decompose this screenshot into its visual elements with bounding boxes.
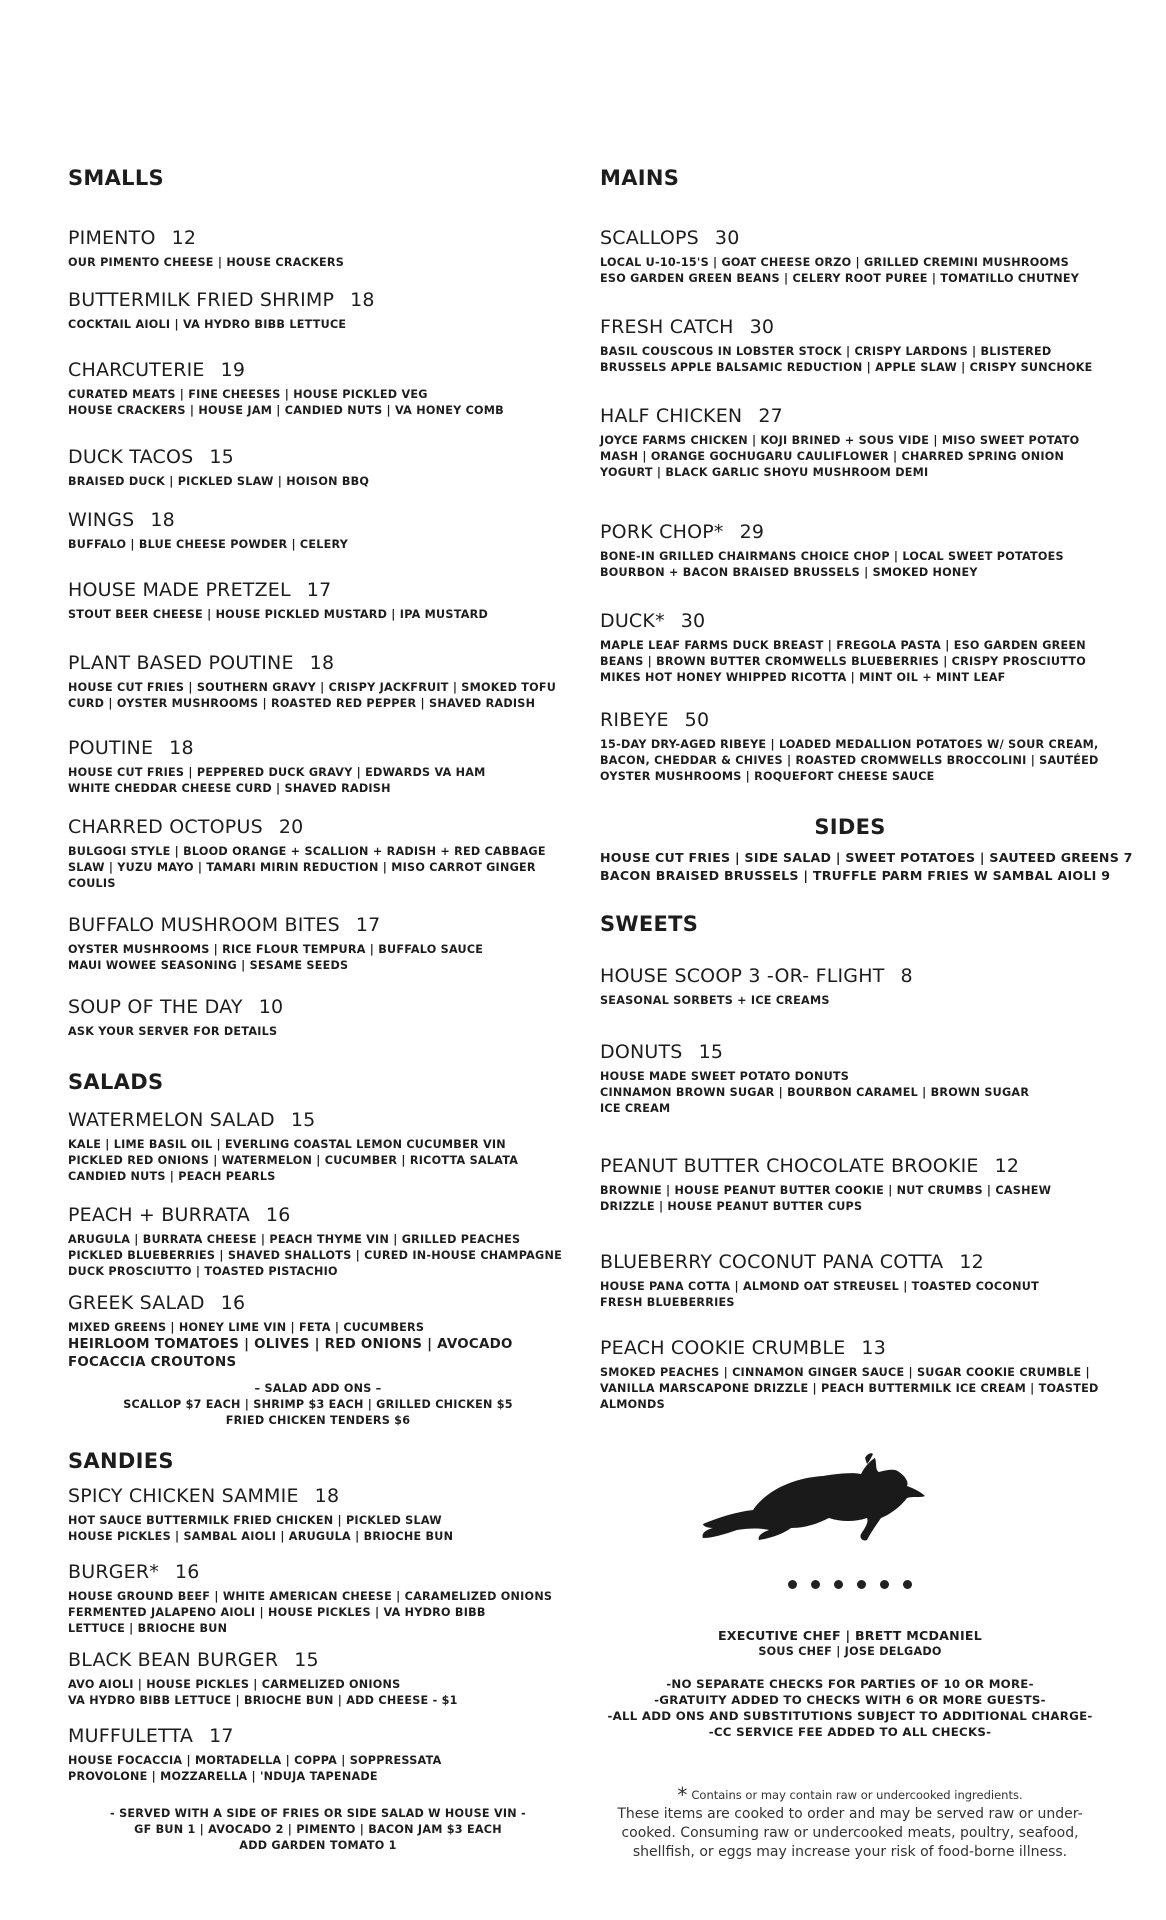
menu-item-title (68, 651, 568, 675)
menu-item (68, 736, 568, 797)
menu-item-title (68, 508, 568, 532)
menu-item-description (68, 680, 568, 712)
menu-item (68, 508, 568, 553)
menu-item-title (68, 288, 568, 312)
menu-item-price: 27 (758, 405, 783, 427)
sous-chef: SOUS CHEF | JOSE DELGADO (758, 1645, 942, 1658)
menu-item-title (68, 913, 568, 937)
dot-divider-icon (600, 1576, 1100, 1594)
description-line: FERMENTED JALAPENO AIOLI | HOUSE PICKLES | VA HYDRO BIBB (68, 1606, 486, 1619)
menu-item-name: POUTINE (68, 737, 154, 759)
menu-item-title (68, 1724, 568, 1748)
menu-item-name: MUFFULETTA (68, 1725, 194, 1747)
menu-item-price: 12 (994, 1155, 1020, 1177)
menu-item (600, 520, 1100, 581)
description-line: BULGOGI STYLE | BLOOD ORANGE + SCALLION + RADISH + RED CABBAGE (68, 845, 546, 858)
menu-item-price: 16 (174, 1561, 200, 1583)
description-line: COULIS (68, 877, 116, 890)
description-line: DUCK PROSCIUTTO | TOASTED PISTACHIO (68, 1265, 338, 1278)
menu-item-title (600, 708, 1100, 732)
description-line: HOUSE PICKLES | SAMBAL AIOLI | ARUGULA | BRIOCHE BUN (68, 1530, 454, 1543)
menu-item-description (600, 344, 1100, 376)
sandies-footer-line: ADD GARDEN TOMATO 1 (239, 1839, 397, 1852)
description-line: ALMONDS (600, 1398, 665, 1411)
menu-item-name: DONUTS (600, 1041, 683, 1063)
description-line: HOUSE MADE SWEET POTATO DONUTS (600, 1070, 850, 1083)
policy-line: -NO SEPARATE CHECKS FOR PARTIES OF 10 OR MORE- (666, 1677, 1034, 1691)
menu-item-name: CHARCUTERIE (68, 359, 205, 381)
menu-item-title (68, 736, 568, 760)
menu-item-title (600, 315, 1100, 339)
menu-item-name: BLACK BEAN BURGER (68, 1649, 279, 1671)
description-line: HOUSE CUT FRIES | SOUTHERN GRAVY | CRISPY JACKFRUIT | SMOKED TOFU (68, 681, 557, 694)
menu-item (68, 1203, 568, 1280)
menu-item (600, 964, 1100, 1009)
menu-item-description (68, 1232, 568, 1280)
menu-item (68, 1291, 568, 1372)
menu-item-title (68, 1291, 568, 1315)
menu-item (68, 1724, 568, 1785)
menu-item (600, 315, 1100, 376)
menu-item (600, 1154, 1100, 1215)
sandies-footer (68, 1806, 568, 1854)
description-line: FOCACCIA CROUTONS (68, 1355, 237, 1370)
menu-item-description (600, 1183, 1100, 1215)
description-line: OYSTER MUSHROOMS | ROQUEFORT CHEESE SAUCE (600, 770, 935, 783)
menu-item-title (68, 1203, 568, 1227)
menu-item-name: SOUP OF THE DAY (68, 996, 243, 1018)
policy-line: -ALL ADD ONS AND SUBSTITUTIONS SUBJECT TO ADDITIONAL CHARGE- (607, 1709, 1093, 1723)
description-line: BUFFALO | BLUE CHEESE POWDER | CELERY (68, 538, 349, 551)
description-line: HOUSE CRACKERS | HOUSE JAM | CANDIED NUTS | VA HONEY COMB (68, 404, 504, 417)
menu-item-title (600, 404, 1100, 428)
menu-item-title (600, 609, 1100, 633)
policies (600, 1676, 1100, 1740)
menu-item-price: 17 (209, 1725, 234, 1747)
menu-item-price: 30 (680, 610, 706, 632)
disclaimer-line: These items are cooked to order and may be served raw or under- (617, 1806, 1083, 1822)
menu-item (600, 404, 1100, 481)
menu-item-price: 15 (698, 1041, 724, 1063)
menu-item-description (68, 1320, 568, 1372)
menu-item-description (600, 433, 1100, 481)
menu-item-price: 18 (150, 509, 175, 531)
menu-item-title (600, 520, 1100, 544)
menu-item (68, 651, 568, 712)
food-safety-disclaimer (600, 1783, 1100, 1862)
menu-item-description (68, 1513, 568, 1545)
menu-item (600, 1336, 1100, 1413)
menu-item-description (68, 1753, 568, 1785)
menu-item-title (68, 1560, 568, 1584)
description-line: HOUSE GROUND BEEF | WHITE AMERICAN CHEESE | CARAMELIZED ONIONS (68, 1590, 553, 1603)
menu-item-description (600, 255, 1100, 287)
menu-item-title (68, 226, 568, 250)
menu-item (68, 1560, 568, 1637)
description-line: ARUGULA | BURRATA CHEESE | PEACH THYME VIN | GRILLED PEACHES (68, 1233, 521, 1246)
menu-item-description (600, 737, 1100, 785)
salad-addons-line: SCALLOP $7 EACH | SHRIMP $3 EACH | GRILLED CHICKEN $5 (123, 1398, 513, 1411)
sides-line: HOUSE CUT FRIES | SIDE SALAD | SWEET POTATOES | SAUTEED GREENS 7 (600, 850, 1133, 865)
menu-item-price: 15 (290, 1109, 316, 1131)
description-line: ICE CREAM (600, 1102, 671, 1115)
description-line: VANILLA MARSCAPONE DRIZZLE | PEACH BUTTERMILK ICE CREAM | TOASTED (600, 1382, 1099, 1395)
menu-item-description (600, 1069, 1100, 1117)
menu-item-description (600, 549, 1100, 581)
menu-item-name: PEACH + BURRATA (68, 1204, 250, 1226)
menu-item-price: 29 (739, 521, 765, 543)
description-line: PROVOLONE | MOZZARELLA | 'NDUJA TAPENADE (68, 1770, 378, 1783)
menu-item (68, 288, 568, 333)
description-line: HOUSE PANA COTTA | ALMOND OAT STREUSEL | TOASTED COCONUT (600, 1280, 1039, 1293)
description-line: HOUSE FOCACCIA | MORTADELLA | COPPA | SOPPRESSATA (68, 1754, 442, 1767)
description-line: BRAISED DUCK | PICKLED SLAW | HOISON BBQ (68, 475, 370, 488)
section-title-sweets: SWEETS (600, 912, 699, 936)
menu-item-name: BURGER* (68, 1561, 159, 1583)
description-line: WHITE CHEDDAR CHEESE CURD | SHAVED RADISH (68, 782, 391, 795)
menu-item-price: 20 (278, 816, 304, 838)
description-line: BEANS | BROWN BUTTER CROMWELLS BLUEBERRIES | CRISPY PROSCIUTTO (600, 655, 1087, 668)
menu-item (600, 1250, 1100, 1311)
menu-item (68, 995, 568, 1040)
menu-item-title (600, 1154, 1100, 1178)
menu-item-price: 16 (220, 1292, 246, 1314)
description-line: COCKTAIL AIOLI | VA HYDRO BIBB LETTUCE (68, 318, 347, 331)
description-line: BASIL COUSCOUS IN LOBSTER STOCK | CRISPY LARDONS | BLISTERED (600, 345, 1052, 358)
menu-item-name: HOUSE MADE PRETZEL (68, 579, 291, 601)
menu-item (68, 358, 568, 419)
description-line: CINNAMON BROWN SUGAR | BOURBON CARAMEL | BROWN SUGAR (600, 1086, 1030, 1099)
description-line: MASH | ORANGE GOCHUGARU CAULIFLOWER | CHARRED SPRING ONION (600, 450, 1065, 463)
description-line: OUR PIMENTO CHEESE | HOUSE CRACKERS (68, 256, 345, 269)
menu-item (600, 708, 1100, 785)
policy-line: -CC SERVICE FEE ADDED TO ALL CHECKS- (708, 1725, 992, 1739)
menu-item-price: 15 (294, 1649, 319, 1671)
description-line: ASK YOUR SERVER FOR DETAILS (68, 1025, 278, 1038)
description-line: ESO GARDEN GREEN BEANS | CELERY ROOT PUREE | TOMATILLO CHUTNEY (600, 272, 1080, 285)
menu-item-title (68, 995, 568, 1019)
menu-item-title (68, 1484, 568, 1508)
description-line: VA HYDRO BIBB LETTUCE | BRIOCHE BUN | ADD CHEESE - $1 (68, 1694, 458, 1707)
menu-item-price: 15 (209, 446, 234, 468)
description-line: CURD | OYSTER MUSHROOMS | ROASTED RED PEPPER | SHAVED RADISH (68, 697, 536, 710)
description-line: STOUT BEER CHEESE | HOUSE PICKLED MUSTARD | IPA MUSTARD (68, 608, 489, 621)
menu-item-title (68, 578, 568, 602)
chef-credits (600, 1628, 1100, 1660)
menu-item-description (68, 537, 568, 553)
description-line: KALE | LIME BASIL OIL | EVERLING COASTAL LEMON CUCUMBER VIN (68, 1138, 506, 1151)
description-line: HOUSE CUT FRIES | PEPPERED DUCK GRAVY | EDWARDS VA HAM (68, 766, 486, 779)
policy-line: -GRATUITY ADDED TO CHECKS WITH 6 OR MORE GUESTS- (654, 1693, 1046, 1707)
menu-item-price: 30 (749, 316, 775, 338)
menu-item (68, 445, 568, 490)
menu-item-price: 18 (169, 737, 194, 759)
menu-item-title (68, 1648, 568, 1672)
menu-item-name: WINGS (68, 509, 135, 531)
menu-item-price: 18 (309, 652, 335, 674)
menu-item-name: HOUSE SCOOP 3 -OR- FLIGHT (600, 965, 885, 987)
menu-item-name: PORK CHOP* (600, 521, 724, 543)
description-line: MIXED GREENS | HONEY LIME VIN | FETA | CUCUMBERS (68, 1321, 425, 1334)
salad-addons-title: – SALAD ADD ONS – (254, 1382, 382, 1395)
menu-item-name: BUFFALO MUSHROOM BITES (68, 914, 340, 936)
menu-item-title (68, 1108, 568, 1132)
description-line: PICKLED RED ONIONS | WATERMELON | CUCUMBER | RICOTTA SALATA (68, 1154, 519, 1167)
menu-item-name: BUTTERMILK FRIED SHRIMP (68, 289, 335, 311)
menu-item-name: DUCK* (600, 610, 665, 632)
menu-item-name: DUCK TACOS (68, 446, 194, 468)
description-line: JOYCE FARMS CHICKEN | KOJI BRINED + SOUS VIDE | MISO SWEET POTATO (600, 434, 1080, 447)
section-title-sides: SIDES (814, 815, 886, 839)
menu-item (68, 913, 568, 974)
menu-item-title (68, 358, 568, 382)
menu-item-name: PEACH COOKIE CRUMBLE (600, 1337, 846, 1359)
description-line: PICKLED BLUEBERRIES | SHAVED SHALLOTS | CURED IN-HOUSE CHAMPAGNE (68, 1249, 562, 1262)
menu-item-name: SCALLOPS (600, 227, 699, 249)
description-line: BROWNIE | HOUSE PEANUT BUTTER COOKIE | NUT CRUMBS | CASHEW (600, 1184, 1052, 1197)
menu-item-price: 50 (684, 709, 710, 731)
asterisk-icon: * (677, 1783, 688, 1807)
description-line: FRESH BLUEBERRIES (600, 1296, 735, 1309)
menu-item-description (600, 1279, 1100, 1311)
menu-item (68, 1108, 568, 1185)
description-line: AVO AIOLI | HOUSE PICKLES | CARMELIZED ONIONS (68, 1678, 401, 1691)
menu-item-description (600, 993, 1100, 1009)
menu-item (600, 609, 1100, 686)
menu-item-name: BLUEBERRY COCONUT PANA COTTA (600, 1251, 944, 1273)
sides-line: BACON BRAISED BRUSSELS | TRUFFLE PARM FRIES W SAMBAL AIOLI 9 (600, 868, 1111, 883)
menu-item-price: 18 (350, 289, 375, 311)
menu-item (68, 1484, 568, 1545)
menu-item-name: GREEK SALAD (68, 1292, 205, 1314)
menu-item (68, 815, 568, 892)
description-line: OYSTER MUSHROOMS | RICE FLOUR TEMPURA | BUFFALO SAUCE (68, 943, 484, 956)
menu-item-name: FRESH CATCH (600, 316, 734, 338)
description-line: MIKES HOT HONEY WHIPPED RICOTTA | MINT OIL + MINT LEAF (600, 671, 1006, 684)
menu-item (68, 226, 568, 271)
menu-item (600, 1040, 1100, 1117)
menu-item-name: PLANT BASED POUTINE (68, 652, 294, 674)
menu-item-title (600, 1040, 1100, 1064)
salad-addons-line: FRIED CHICKEN TENDERS $6 (225, 1414, 411, 1427)
description-line: BRUSSELS APPLE BALSAMIC REDUCTION | APPLE SLAW | CRISPY SUNCHOKE (600, 361, 1093, 374)
hare-icon (695, 1452, 935, 1552)
menu-item-description (68, 1024, 568, 1040)
menu-item-description (68, 765, 568, 797)
menu-item-description (600, 1365, 1100, 1413)
description-line: CANDIED NUTS | PEACH PEARLS (68, 1170, 276, 1183)
description-line: LETTUCE | BRIOCHE BUN (68, 1622, 228, 1635)
menu-item-price: 12 (959, 1251, 984, 1273)
disclaimer-line: shellfish, or eggs may increase your risk of food-borne illness. (632, 1844, 1068, 1860)
description-line: SMOKED PEACHES | CINNAMON GINGER SAUCE | SUGAR COOKIE CRUMBLE | (600, 1366, 1090, 1379)
description-line: MAUI WOWEE SEASONING | SESAME SEEDS (68, 959, 349, 972)
menu-item-description (68, 1677, 568, 1709)
menu-item-description (68, 607, 568, 623)
executive-chef: EXECUTIVE CHEF | BRETT MCDANIEL (717, 1628, 983, 1643)
menu-item-description (68, 942, 568, 974)
description-line: DRIZZLE | HOUSE PEANUT BUTTER CUPS (600, 1200, 863, 1213)
disclaimer-note: Contains or may contain raw or undercooked ingredients. (691, 1788, 1023, 1802)
menu-item-title (600, 1250, 1100, 1274)
salad-addons (68, 1381, 568, 1429)
menu-item-price: 10 (258, 996, 284, 1018)
description-line: 15-DAY DRY-AGED RIBEYE | LOADED MEDALLION POTATOES W/ SOUR CREAM, (600, 738, 1099, 751)
section-title-smalls: SMALLS (68, 166, 164, 190)
description-line: CURATED MEATS | FINE CHEESES | HOUSE PICKLED VEG (68, 388, 428, 401)
menu-item-title (600, 964, 1100, 988)
section-title-sandies: SANDIES (68, 1449, 174, 1473)
menu-item (68, 1648, 568, 1709)
menu-item (600, 226, 1100, 287)
menu-item-name: PIMENTO (68, 227, 156, 249)
section-title-mains: MAINS (600, 166, 680, 190)
description-line: LOCAL U-10-15'S | GOAT CHEESE ORZO | GRILLED CREMINI MUSHROOMS (600, 256, 1069, 269)
menu-item-name: PEANUT BUTTER CHOCOLATE BROOKIE (600, 1155, 979, 1177)
menu-item-description (68, 474, 568, 490)
menu-item-description (68, 255, 568, 271)
description-line: SLAW | YUZU MAYO | TAMARI MIRIN REDUCTION | MISO CARROT GINGER (68, 861, 536, 874)
sandies-footer-line: GF BUN 1 | AVOCADO 2 | PIMENTO | BACON JAM $3 EACH (134, 1823, 502, 1836)
menu-item-description (68, 844, 568, 892)
menu-item-name: SPICY CHICKEN SAMMIE (68, 1485, 299, 1507)
menu-item-title (600, 226, 1100, 250)
menu-item-title (68, 815, 568, 839)
sandies-footer-line: - SERVED WITH A SIDE OF FRIES OR SIDE SALAD W HOUSE VIN - (110, 1807, 526, 1820)
menu-item-description (600, 638, 1100, 686)
menu-item-price: 17 (306, 579, 332, 601)
menu-item-description (68, 1137, 568, 1185)
menu-item-price: 17 (355, 914, 381, 936)
description-line: HEIRLOOM TOMATOES | OLIVES | RED ONIONS | AVOCADO (68, 1337, 513, 1352)
sides-list (600, 849, 1133, 885)
description-line: BACON, CHEDDAR & CHIVES | ROASTED CROMWELLS BROCCOLINI | SAUTÉED (600, 754, 1099, 767)
description-line: YOGURT | BLACK GARLIC SHOYU MUSHROOM DEMI (600, 466, 929, 479)
description-line: BOURBON + BACON BRAISED BRUSSELS | SMOKED HONEY (600, 566, 978, 579)
description-line: BONE-IN GRILLED CHAIRMANS CHOICE CHOP | LOCAL SWEET POTATOES (600, 550, 1064, 563)
menu-item-price: 18 (314, 1485, 340, 1507)
menu-item (68, 578, 568, 623)
menu-item-description (68, 317, 568, 333)
menu-item-price: 30 (714, 227, 740, 249)
description-line: MAPLE LEAF FARMS DUCK BREAST | FREGOLA PASTA | ESO GARDEN GREEN (600, 639, 1086, 652)
menu-item-name: RIBEYE (600, 709, 669, 731)
description-line: SEASONAL SORBETS + ICE CREAMS (600, 994, 830, 1007)
menu-item-price: 8 (900, 965, 913, 987)
section-title-salads: SALADS (68, 1070, 164, 1094)
menu-item-description (68, 1589, 568, 1637)
menu-item-name: HALF CHICKEN (600, 405, 743, 427)
menu-item-description (68, 387, 568, 419)
menu-item-name: WATERMELON SALAD (68, 1109, 275, 1131)
menu-item-price: 12 (171, 227, 197, 249)
menu-item-price: 13 (861, 1337, 886, 1359)
menu-item-title (600, 1336, 1100, 1360)
menu-item-title (68, 445, 568, 469)
menu-item-name: CHARRED OCTOPUS (68, 816, 263, 838)
disclaimer-line: cooked. Consuming raw or undercooked meats, poultry, seafood, (621, 1825, 1079, 1841)
description-line: HOT SAUCE BUTTERMILK FRIED CHICKEN | PICKLED SLAW (68, 1514, 442, 1527)
menu-item-price: 16 (265, 1204, 291, 1226)
menu-item-price: 19 (220, 359, 246, 381)
